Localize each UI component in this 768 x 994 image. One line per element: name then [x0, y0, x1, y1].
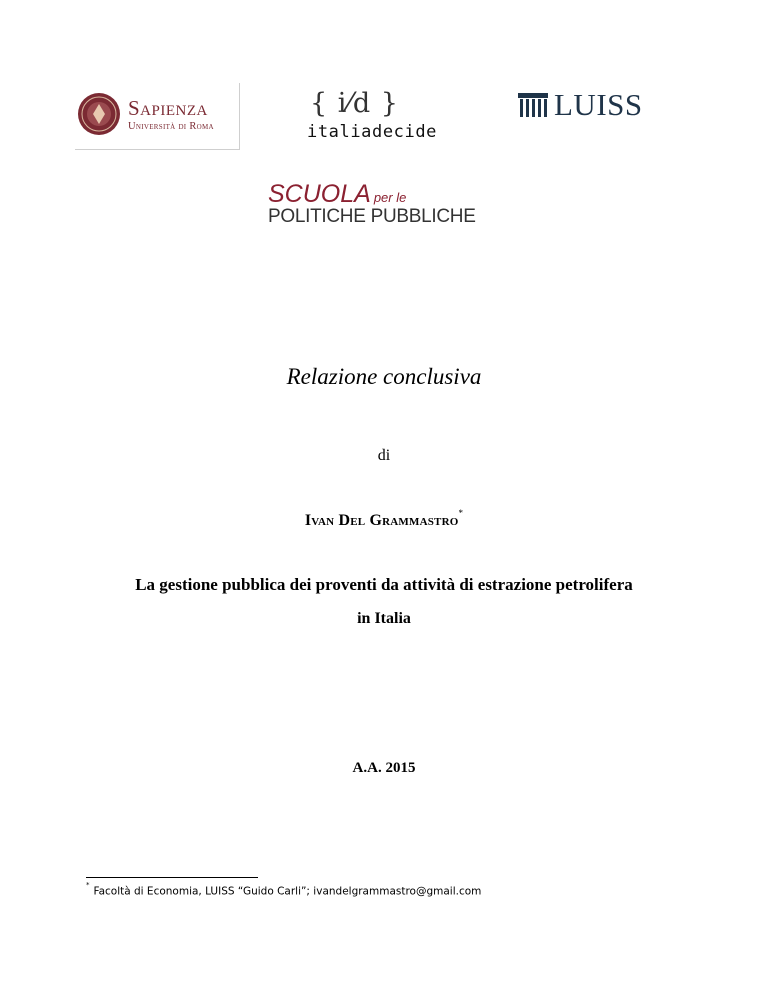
scuola-per-le: per le: [373, 190, 407, 205]
sapienza-subtitle: Università di Roma: [128, 121, 214, 132]
document-title: Relazione conclusiva: [286, 364, 482, 389]
author-name-line: [0, 508, 768, 530]
subject-line-2: in Italia: [357, 610, 411, 627]
italiadecide-mark: { i⁄d }: [310, 88, 399, 119]
footnote: [86, 881, 482, 898]
sapienza-logo: [75, 83, 240, 150]
subject-line-1: La gestione pubblica dei proventi da attività di estrazione petrolifera: [135, 575, 633, 594]
luiss-logo: [518, 87, 666, 126]
luiss-name: LUISS: [554, 87, 643, 122]
italiadecide-wordmark: italiadecide: [307, 122, 438, 142]
scuola-logo: [268, 180, 500, 232]
author-footnote-mark: *: [458, 508, 464, 518]
italiadecide-logo: [307, 90, 457, 146]
author-preposition: di: [377, 447, 391, 464]
scuola-subtitle: POLITICHE PUBBLICHE: [268, 206, 476, 227]
sapienza-name: Sapienza: [128, 96, 208, 120]
footnote-mark: *: [86, 881, 90, 889]
temple-icon: [518, 93, 548, 121]
scuola-title: SCUOLA: [268, 180, 371, 208]
footnote-text: Facoltà di Economia, LUISS “Guido Carli”; ivandelgrammastro@gmail.com: [93, 885, 482, 898]
author-name: Ivan Del Grammastro: [304, 512, 459, 529]
sapienza-seal-icon: [77, 92, 121, 136]
footnote-rule: [86, 877, 258, 878]
academic-year: A.A. 2015: [352, 760, 416, 776]
